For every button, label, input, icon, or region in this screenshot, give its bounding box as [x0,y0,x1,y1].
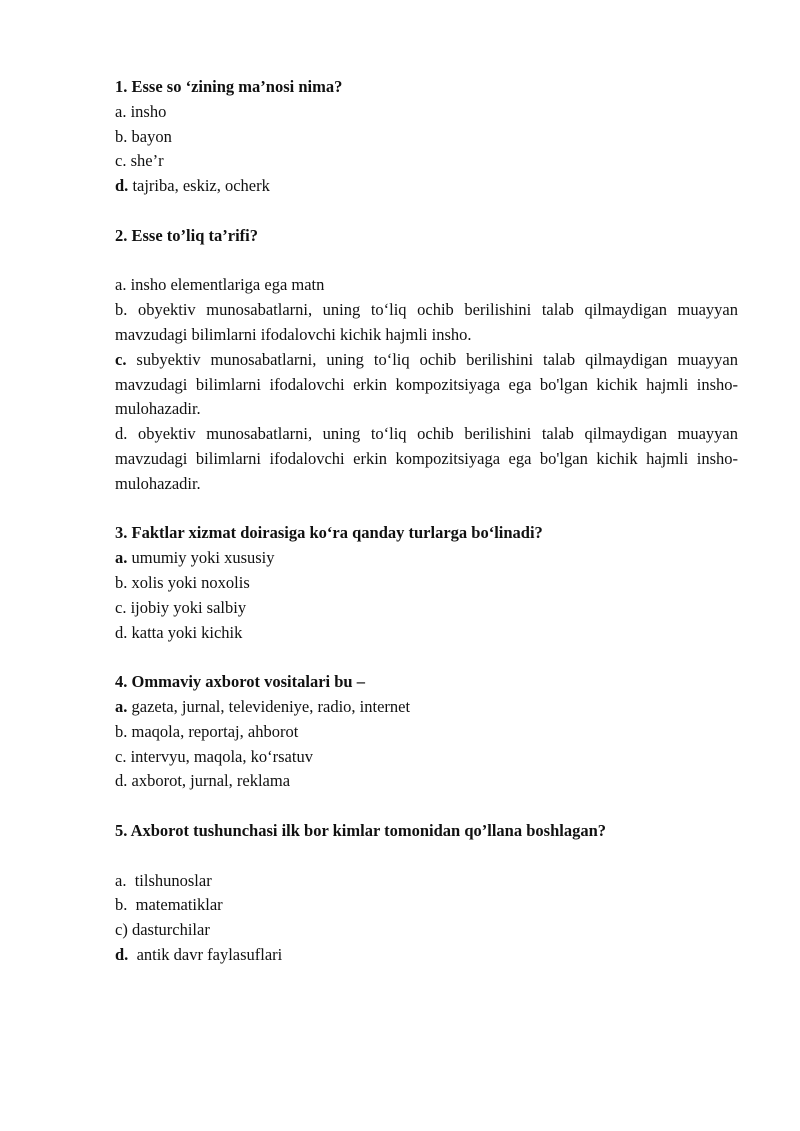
option-text: dasturchilar [127,920,210,940]
option-letter: a. [115,275,127,295]
option-letter: c. [115,151,127,171]
option-text: tilshunoslar [126,870,212,890]
option-letter: b. [115,126,128,146]
answer-option [115,100,738,125]
option-text: ijobiy yoki salbiy [126,597,247,617]
correct-option-letter: c. [115,349,127,369]
question-title: 3. Faktlar xizmat doirasiga ko‘ra qanday turlarga bo‘linadi? [115,523,543,543]
answer-option [115,125,738,150]
option-letter: d. [115,424,128,444]
answer-option [115,869,738,894]
answer-option [115,720,738,745]
option-text: katta yoki kichik [127,622,243,642]
answer-option [115,273,738,298]
answer-option [115,695,738,720]
answer-option [115,174,738,199]
option-text: intervyu, maqola, ko‘rsatuv [126,746,313,766]
option-text: she’r [126,151,164,171]
option-letter: b. [115,721,128,741]
option-text: xolis yoki noxolis [127,572,250,592]
option-text: tajriba, eskiz, ocherk [128,176,270,196]
option-letter: a. [115,101,127,121]
question-title: 4. Ommaviy axborot vositalari bu – [115,672,365,692]
option-letter: c. [115,597,127,617]
option-letter: d. [115,771,128,791]
option-text: obyektiv munosabatlarni, uning to‘liq ochib berilishini talab qilmaydigan muayyan mavzudagi bilimlarni ifodalovchi erkin kompozitsiyaga ega bo'lgan kichik hajmli insho-mulohazadir. [115,424,743,493]
answer-option [115,769,738,794]
answer-option [115,596,738,621]
answer-option [115,745,738,770]
correct-option-letter: d. [115,944,129,964]
answer-option [115,918,738,943]
option-text: insho elementlariga ega matn [126,275,325,295]
option-text: bayon [127,126,172,146]
option-text: umumiy yoki xususiy [127,548,275,568]
question-title: 5. Axborot tushunchasi ilk bor kimlar tomonidan qo’llana boshlagan? [115,820,607,840]
answer-option [115,149,738,174]
question-block [115,670,738,794]
answer-option [115,621,738,646]
option-text: axborot, jurnal, reklama [127,771,291,791]
answer-option [115,298,743,348]
option-letter: c) [115,920,128,940]
answer-option [115,571,738,596]
question-block [115,521,738,645]
correct-option-letter: d. [115,176,129,196]
answer-option [115,546,738,571]
option-letter: b. [115,572,128,592]
spacer [115,844,738,869]
correct-option-letter: a. [115,696,128,716]
option-text: gazeta, jurnal, televideniye, radio, internet [127,696,411,716]
question-block [115,224,743,497]
document-page [115,75,743,992]
answer-option [115,422,743,496]
option-letter: d. [115,622,128,642]
question-block [115,75,738,199]
option-letter: b. [115,300,128,320]
question-block [115,819,738,968]
option-text: maqola, reportaj, ahborot [127,721,299,741]
question-title: 1. Esse so ‘zining ma’nosi nima? [115,77,343,96]
option-text: obyektiv munosabatlarni, uning to‘liq ochib berilishini talab qilmaydigan muayyan mavzudagi bilimlarni ifodalovchi kichik hajmli insho. [115,300,743,344]
correct-option-letter: a. [115,548,128,568]
option-text: subyektiv munosabatlarni, uning to‘liq ochib berilishini talab qilmaydigan muayyan mavzudagi bilimlarni ifodalovchi erkin kompozitsiyaga ega bo'lgan kichik hajmli insho-mulohazadir. [115,349,743,419]
option-letter: b. [115,895,128,915]
spacer [115,249,738,274]
option-text: antik davr faylasuflari [128,944,283,964]
option-letter: c. [115,746,127,766]
question-title: 2. Esse to’liq ta’rifi? [115,225,258,245]
answer-option [115,348,743,422]
option-text: insho [126,101,167,121]
answer-option [115,893,738,918]
answer-option [115,943,738,968]
option-text: matematiklar [127,895,223,915]
option-letter: a. [115,870,127,890]
